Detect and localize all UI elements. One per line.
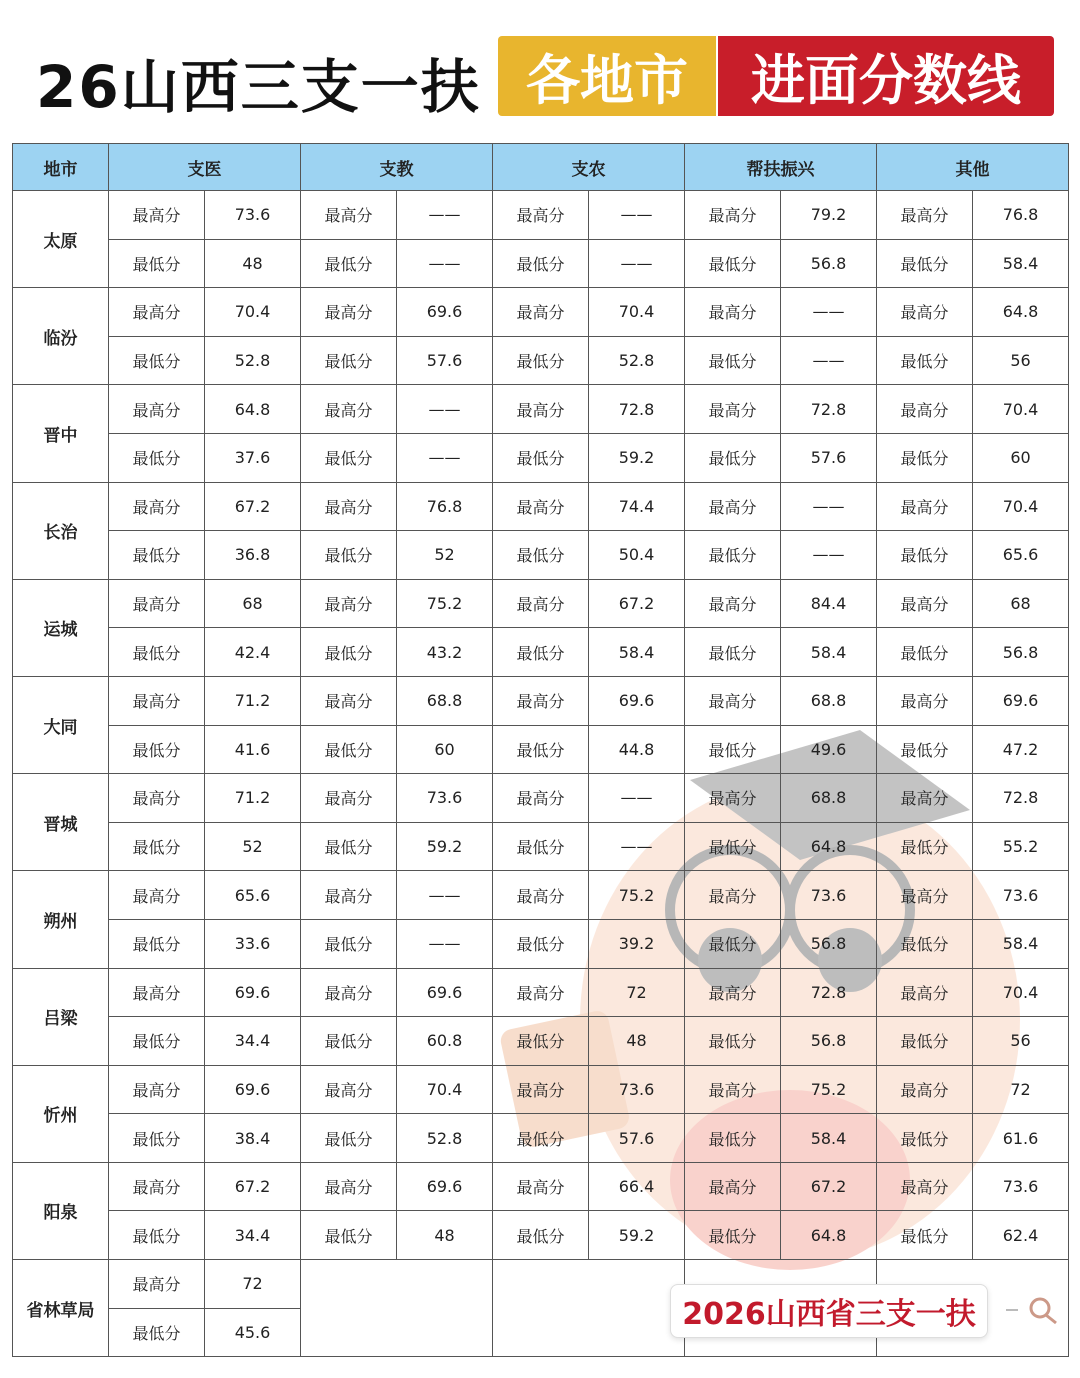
score-value: 70.4 [973,968,1069,1017]
max-score-label: 最高分 [877,1162,973,1211]
max-score-label: 最高分 [877,482,973,531]
score-value: 79.2 [781,191,877,240]
score-value: 60 [397,725,493,774]
city-name: 晋中 [13,385,109,482]
score-value: 73.6 [973,1162,1069,1211]
score-value: 47.2 [973,725,1069,774]
score-value: 41.6 [205,725,301,774]
max-score-label: 最高分 [109,1162,205,1211]
score-value: 48 [589,1017,685,1066]
min-score-label: 最低分 [301,1211,397,1260]
score-value: 57.6 [781,433,877,482]
score-value: 75.2 [397,579,493,628]
min-score-label: 最低分 [877,1114,973,1163]
empty-cell [493,1260,685,1357]
score-value: 50.4 [589,531,685,580]
column-header: 地市 [13,144,109,191]
min-score-label: 最低分 [877,336,973,385]
max-score-label: 最高分 [109,1260,205,1309]
table-row [13,822,1069,871]
table-row [13,919,1069,968]
score-value: —— [781,336,877,385]
score-value: 73.6 [973,871,1069,920]
score-value: 56 [973,336,1069,385]
city-name: 晋城 [13,774,109,871]
max-score-label: 最高分 [877,288,973,337]
min-score-label: 最低分 [877,1017,973,1066]
score-value: 72.8 [781,385,877,434]
min-score-label: 最低分 [109,1211,205,1260]
score-value: 36.8 [205,531,301,580]
score-value: —— [397,433,493,482]
min-score-label: 最低分 [877,531,973,580]
max-score-label: 最高分 [493,191,589,240]
title-main: 26山西三支一扶 [36,53,481,121]
score-value: 64.8 [973,288,1069,337]
score-value: 56.8 [781,919,877,968]
max-score-label: 最高分 [109,482,205,531]
score-value: 69.6 [205,1065,301,1114]
city-name: 长治 [13,482,109,579]
score-value: —— [781,531,877,580]
score-value: 69.6 [397,288,493,337]
max-score-label: 最高分 [109,968,205,1017]
min-score-label: 最低分 [685,1211,781,1260]
max-score-label: 最高分 [877,191,973,240]
max-score-label: 最高分 [877,385,973,434]
score-value: 43.2 [397,628,493,677]
max-score-label: 最高分 [493,968,589,1017]
max-score-label: 最高分 [877,774,973,823]
score-value: 64.8 [781,822,877,871]
score-value: 60 [973,433,1069,482]
score-value: 58.4 [973,239,1069,288]
score-value: 67.2 [205,1162,301,1211]
score-value: 69.6 [397,1162,493,1211]
min-score-label: 最低分 [109,822,205,871]
search-icon[interactable] [1004,1294,1060,1326]
min-score-label: 最低分 [301,628,397,677]
score-value: 76.8 [397,482,493,531]
max-score-label: 最高分 [301,482,397,531]
max-score-label: 最高分 [109,871,205,920]
score-value: 52 [205,822,301,871]
min-score-label: 最低分 [493,725,589,774]
min-score-label: 最低分 [877,725,973,774]
score-value: 33.6 [205,919,301,968]
score-value: 73.6 [205,191,301,240]
score-value: 73.6 [589,1065,685,1114]
max-score-label: 最高分 [301,385,397,434]
score-value: 68.8 [781,774,877,823]
score-value: 64.8 [781,1211,877,1260]
table-row [13,482,1069,531]
score-value: 61.6 [973,1114,1069,1163]
score-value: 70.4 [589,288,685,337]
max-score-label: 最高分 [685,676,781,725]
score-value: 57.6 [589,1114,685,1163]
max-score-label: 最高分 [301,968,397,1017]
score-value: 72 [973,1065,1069,1114]
score-value: 56.8 [781,1017,877,1066]
score-value: 71.2 [205,676,301,725]
score-value: 52.8 [589,336,685,385]
max-score-label: 最高分 [493,288,589,337]
min-score-label: 最低分 [301,531,397,580]
score-value: 72 [205,1260,301,1309]
city-name: 临汾 [13,288,109,385]
max-score-label: 最高分 [493,871,589,920]
score-value: 68 [973,579,1069,628]
table-row [13,531,1069,580]
min-score-label: 最低分 [301,433,397,482]
score-value: 66.4 [589,1162,685,1211]
max-score-label: 最高分 [877,968,973,1017]
column-header: 支农 [493,144,685,191]
max-score-label: 最高分 [685,288,781,337]
score-value: 56.8 [781,239,877,288]
max-score-label: 最高分 [301,1065,397,1114]
table-row [13,385,1069,434]
score-value: 58.4 [781,1114,877,1163]
max-score-label: 最高分 [109,579,205,628]
score-value: 67.2 [589,579,685,628]
table-row [13,774,1069,823]
score-value: 73.6 [781,871,877,920]
city-name: 运城 [13,579,109,676]
score-value: 72.8 [589,385,685,434]
table-row [13,628,1069,677]
score-value: —— [397,191,493,240]
min-score-label: 最低分 [493,531,589,580]
city-name: 太原 [13,191,109,288]
score-value: —— [589,822,685,871]
max-score-label: 最高分 [877,871,973,920]
score-value: 59.2 [397,822,493,871]
min-score-label: 最低分 [685,1017,781,1066]
max-score-label: 最高分 [493,579,589,628]
min-score-label: 最低分 [109,725,205,774]
max-score-label: 最高分 [493,676,589,725]
score-value: 38.4 [205,1114,301,1163]
table-header-row [13,144,1069,191]
max-score-label: 最高分 [109,676,205,725]
score-value: 57.6 [397,336,493,385]
score-value: 34.4 [205,1017,301,1066]
min-score-label: 最低分 [109,1308,205,1357]
max-score-label: 最高分 [877,579,973,628]
score-value: 72.8 [781,968,877,1017]
table-row [13,1211,1069,1260]
table-row [13,1017,1069,1066]
score-value: 52 [397,531,493,580]
score-value: 59.2 [589,1211,685,1260]
table-row [13,1065,1069,1114]
table-row [13,676,1069,725]
min-score-label: 最低分 [685,531,781,580]
max-score-label: 最高分 [301,676,397,725]
score-value: 65.6 [205,871,301,920]
score-value: 74.4 [589,482,685,531]
score-value: 69.6 [973,676,1069,725]
min-score-label: 最低分 [493,628,589,677]
score-value: 37.6 [205,433,301,482]
score-value: 70.4 [397,1065,493,1114]
min-score-label: 最低分 [109,531,205,580]
score-value: 60.8 [397,1017,493,1066]
score-value: 67.2 [205,482,301,531]
city-name: 大同 [13,676,109,773]
city-name: 朔州 [13,871,109,968]
column-header: 帮扶振兴 [685,144,877,191]
max-score-label: 最高分 [493,1162,589,1211]
min-score-label: 最低分 [685,336,781,385]
column-header: 支医 [109,144,301,191]
score-value: 58.4 [973,919,1069,968]
min-score-label: 最低分 [685,822,781,871]
score-value: 48 [205,239,301,288]
score-value: —— [589,191,685,240]
min-score-label: 最低分 [301,1114,397,1163]
table-row [13,1114,1069,1163]
max-score-label: 最高分 [301,191,397,240]
min-score-label: 最低分 [493,239,589,288]
score-value: 56 [973,1017,1069,1066]
city-name: 省林草局 [13,1260,109,1357]
min-score-label: 最低分 [877,433,973,482]
footer-search-tag[interactable]: 2026山西省三支一扶 [670,1284,988,1338]
table-row [13,239,1069,288]
score-value: 70.4 [205,288,301,337]
score-value: 56.8 [973,628,1069,677]
table-row [13,579,1069,628]
max-score-label: 最高分 [301,1162,397,1211]
max-score-label: 最高分 [301,774,397,823]
min-score-label: 最低分 [877,628,973,677]
min-score-label: 最低分 [109,919,205,968]
score-value: 62.4 [973,1211,1069,1260]
min-score-label: 最低分 [685,433,781,482]
score-value: 59.2 [589,433,685,482]
min-score-label: 最低分 [493,433,589,482]
score-value: 71.2 [205,774,301,823]
table-row [13,968,1069,1017]
score-value: 76.8 [973,191,1069,240]
score-value: 73.6 [397,774,493,823]
min-score-label: 最低分 [685,919,781,968]
max-score-label: 最高分 [685,1162,781,1211]
table-row [13,1162,1069,1211]
max-score-label: 最高分 [493,385,589,434]
min-score-label: 最低分 [493,1114,589,1163]
score-value: —— [397,871,493,920]
score-value: 45.6 [205,1308,301,1357]
table-row [13,725,1069,774]
score-value: 42.4 [205,628,301,677]
score-value: 68 [205,579,301,628]
min-score-label: 最低分 [109,628,205,677]
table-row [13,288,1069,337]
table-row [13,191,1069,240]
min-score-label: 最低分 [301,919,397,968]
score-value: 72.8 [973,774,1069,823]
max-score-label: 最高分 [685,579,781,628]
min-score-label: 最低分 [877,239,973,288]
score-value: —— [397,385,493,434]
min-score-label: 最低分 [685,628,781,677]
score-value: 70.4 [973,482,1069,531]
max-score-label: 最高分 [109,385,205,434]
max-score-label: 最高分 [109,288,205,337]
score-value: —— [781,482,877,531]
min-score-label: 最低分 [109,433,205,482]
min-score-label: 最低分 [685,725,781,774]
score-value: 39.2 [589,919,685,968]
score-value: 52.8 [397,1114,493,1163]
min-score-label: 最低分 [301,336,397,385]
score-value: 49.6 [781,725,877,774]
score-value: —— [589,239,685,288]
max-score-label: 最高分 [109,1065,205,1114]
empty-cell [301,1260,493,1357]
max-score-label: 最高分 [685,385,781,434]
score-value: 75.2 [781,1065,877,1114]
min-score-label: 最低分 [493,336,589,385]
table-row [13,433,1069,482]
max-score-label: 最高分 [685,968,781,1017]
max-score-label: 最高分 [493,482,589,531]
score-value: —— [397,239,493,288]
min-score-label: 最低分 [877,919,973,968]
max-score-label: 最高分 [877,1065,973,1114]
min-score-label: 最低分 [109,1017,205,1066]
table-row [13,336,1069,385]
score-value: 69.6 [589,676,685,725]
max-score-label: 最高分 [685,1065,781,1114]
score-value: 84.4 [781,579,877,628]
min-score-label: 最低分 [109,1114,205,1163]
score-value: 75.2 [589,871,685,920]
city-name: 吕梁 [13,968,109,1065]
score-value: 58.4 [589,628,685,677]
min-score-label: 最低分 [685,1114,781,1163]
min-score-label: 最低分 [493,1017,589,1066]
max-score-label: 最高分 [685,774,781,823]
min-score-label: 最低分 [493,919,589,968]
score-value: 68.8 [397,676,493,725]
score-value: 69.6 [397,968,493,1017]
score-value: 68.8 [781,676,877,725]
score-value: 44.8 [589,725,685,774]
min-score-label: 最低分 [493,1211,589,1260]
min-score-label: 最低分 [493,822,589,871]
min-score-label: 最低分 [301,725,397,774]
score-value: 52.8 [205,336,301,385]
score-value: —— [397,919,493,968]
min-score-label: 最低分 [877,822,973,871]
max-score-label: 最高分 [301,871,397,920]
score-value: 65.6 [973,531,1069,580]
min-score-label: 最低分 [877,1211,973,1260]
score-value: —— [781,288,877,337]
max-score-label: 最高分 [301,579,397,628]
score-value: —— [589,774,685,823]
min-score-label: 最低分 [301,239,397,288]
score-value: 48 [397,1211,493,1260]
min-score-label: 最低分 [109,336,205,385]
min-score-label: 最低分 [301,822,397,871]
min-score-label: 最低分 [301,1017,397,1066]
max-score-label: 最高分 [685,191,781,240]
score-value: 34.4 [205,1211,301,1260]
score-value: 70.4 [973,385,1069,434]
title-highlight-gold: 各地市 [498,36,716,116]
max-score-label: 最高分 [109,774,205,823]
score-value: 64.8 [205,385,301,434]
title-bar [0,28,1080,120]
table-row [13,871,1069,920]
max-score-label: 最高分 [493,774,589,823]
city-name: 忻州 [13,1065,109,1162]
max-score-label: 最高分 [877,676,973,725]
max-score-label: 最高分 [685,482,781,531]
score-value: 67.2 [781,1162,877,1211]
column-header: 其他 [877,144,1069,191]
max-score-label: 最高分 [109,191,205,240]
max-score-label: 最高分 [685,871,781,920]
score-value: 55.2 [973,822,1069,871]
min-score-label: 最低分 [109,239,205,288]
min-score-label: 最低分 [685,239,781,288]
city-name: 阳泉 [13,1162,109,1259]
score-table [12,143,1069,1357]
max-score-label: 最高分 [301,288,397,337]
score-value: 58.4 [781,628,877,677]
score-value: 69.6 [205,968,301,1017]
max-score-label: 最高分 [493,1065,589,1114]
title-highlight-red: 进面分数线 [718,36,1054,116]
score-value: 72 [589,968,685,1017]
column-header: 支教 [301,144,493,191]
